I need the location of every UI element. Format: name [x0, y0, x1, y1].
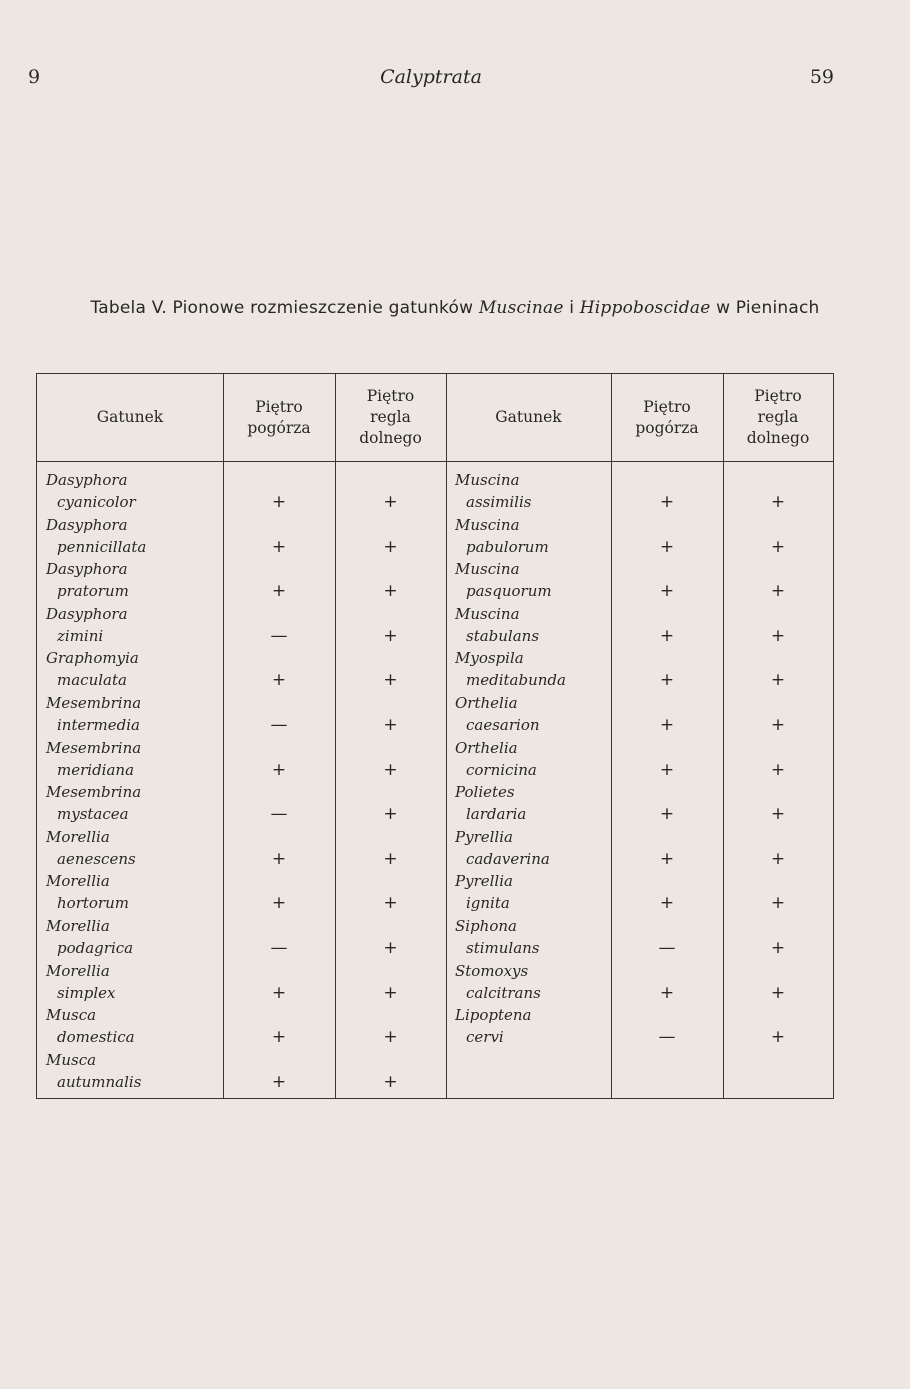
- table-row: [446, 514, 833, 559]
- table-row: [37, 870, 446, 915]
- presence-regiel: +: [383, 670, 398, 691]
- genus-name: Pyrellia: [455, 827, 513, 846]
- presence-pogorze: +: [659, 670, 675, 691]
- presence-regiel: +: [383, 492, 398, 512]
- header-rule: [37, 461, 833, 462]
- header-zone-regiel-right: Piętro regla dolnego: [746, 387, 810, 447]
- presence-regiel: +: [770, 1027, 786, 1048]
- genus-name: Mesembrina: [46, 783, 142, 802]
- presence-regiel: +: [383, 1071, 398, 1092]
- genus-name: Musca: [46, 1050, 97, 1069]
- presence-pogorze: —: [270, 715, 288, 735]
- presence-regiel: +: [383, 581, 398, 602]
- presence-regiel: +: [770, 536, 786, 557]
- presence-regiel: +: [770, 893, 786, 914]
- presence-regiel: +: [383, 848, 398, 869]
- presence-pogorze: +: [271, 536, 287, 557]
- genus-name: Dasyphora: [46, 471, 128, 489]
- species-epithet: calcitrans: [466, 983, 541, 1002]
- table-row: [446, 781, 833, 826]
- presence-regiel: +: [383, 893, 398, 914]
- presence-pogorze: +: [271, 670, 287, 691]
- genus-name: Dasyphora: [46, 604, 128, 623]
- species-epithet: lardaria: [466, 805, 527, 824]
- presence-pogorze: +: [659, 715, 675, 735]
- table-row: [37, 960, 446, 1005]
- table-caption: [0, 298, 910, 318]
- caption-prefix: Tabela V. Pionowe rozmieszczenie gatunków: [90, 298, 479, 318]
- presence-regiel: +: [383, 715, 398, 735]
- genus-name: Stomoxys: [455, 961, 529, 980]
- presence-pogorze: +: [271, 1027, 287, 1048]
- table-row: [37, 826, 446, 871]
- table-row: [37, 514, 446, 559]
- table-row: [37, 647, 446, 692]
- presence-pogorze: +: [271, 893, 287, 914]
- species-epithet: aenescens: [57, 849, 136, 868]
- genus-name: Muscina: [455, 604, 520, 623]
- species-epithet: meditabunda: [466, 671, 566, 690]
- table-row: [446, 647, 833, 692]
- species-epithet: cadaverina: [466, 849, 550, 868]
- table-row: [37, 737, 446, 782]
- header-zone-pogorze-left: Piętro pogórza: [247, 397, 311, 437]
- presence-regiel: +: [770, 492, 786, 512]
- presence-regiel: +: [770, 982, 786, 1003]
- presence-regiel: +: [770, 759, 786, 780]
- presence-pogorze: +: [271, 848, 287, 869]
- presence-regiel: +: [770, 715, 786, 735]
- table-row: [37, 603, 446, 648]
- caption-taxon-hippoboscidae: Hippoboscidae: [579, 298, 711, 318]
- species-epithet: pasquorum: [466, 582, 552, 601]
- table-row: [37, 1004, 446, 1049]
- table-row: [37, 558, 446, 603]
- species-epithet: ignita: [466, 894, 510, 913]
- presence-pogorze: +: [659, 848, 675, 869]
- species-epithet: podagrica: [57, 939, 134, 957]
- presence-pogorze: +: [659, 982, 675, 1003]
- species-epithet: pabulorum: [466, 537, 549, 556]
- species-epithet: pratorum: [57, 582, 129, 601]
- presence-regiel: +: [770, 625, 786, 646]
- table-row: [446, 469, 833, 514]
- table-row: [446, 870, 833, 915]
- presence-pogorze: +: [659, 581, 675, 602]
- presence-pogorze: +: [271, 581, 287, 602]
- species-epithet: caesarion: [466, 716, 540, 734]
- genus-name: Lipoptena: [455, 1006, 532, 1025]
- species-epithet: meridiana: [57, 760, 135, 779]
- table-row: [37, 469, 446, 514]
- presence-regiel: +: [383, 938, 398, 958]
- presence-pogorze: +: [659, 492, 675, 512]
- presence-pogorze: —: [270, 804, 288, 825]
- species-epithet: pennicillata: [57, 537, 147, 556]
- presence-regiel: +: [770, 804, 786, 825]
- presence-pogorze: +: [659, 893, 675, 914]
- genus-name: Musca: [46, 1006, 97, 1025]
- presence-pogorze: +: [659, 759, 675, 780]
- genus-name: Orthelia: [455, 738, 518, 757]
- header-zone-pogorze-right: Piętro pogórza: [635, 397, 699, 437]
- species-epithet: simplex: [57, 983, 116, 1002]
- page-number: 59: [809, 66, 834, 88]
- presence-pogorze: —: [270, 625, 288, 646]
- species-epithet: cornicina: [466, 760, 537, 779]
- genus-name: Muscina: [455, 560, 520, 579]
- genus-name: Siphona: [455, 917, 517, 935]
- presence-pogorze: —: [658, 938, 676, 958]
- species-epithet: cervi: [466, 1028, 504, 1047]
- presence-pogorze: +: [271, 982, 287, 1003]
- genus-name: Myospila: [455, 649, 524, 668]
- running-header: [28, 66, 834, 94]
- table-row: [446, 915, 833, 960]
- species-epithet: domestica: [57, 1028, 135, 1047]
- genus-name: Dasyphora: [46, 560, 128, 579]
- table-row: [446, 826, 833, 871]
- header-species-left: Gatunek: [96, 408, 164, 426]
- table-row: [37, 1049, 446, 1094]
- distribution-table: [36, 373, 834, 1099]
- header-species-right: Gatunek: [495, 408, 562, 426]
- genus-name: Muscina: [455, 471, 520, 489]
- species-epithet: autumnalis: [57, 1072, 142, 1091]
- genus-name: Morellia: [46, 961, 110, 980]
- table-row: [37, 781, 446, 826]
- presence-pogorze: +: [659, 536, 675, 557]
- chapter-number: 9: [28, 66, 41, 88]
- presence-pogorze: +: [271, 1071, 287, 1092]
- table-row: [446, 603, 833, 648]
- presence-regiel: +: [770, 670, 786, 691]
- genus-name: Morellia: [46, 872, 110, 891]
- caption-suffix: w Pieninach: [710, 298, 820, 318]
- table-row: [446, 1004, 833, 1049]
- genus-name: Polietes: [455, 783, 515, 802]
- species-epithet: assimilis: [466, 493, 532, 511]
- caption-mid: i: [563, 298, 580, 318]
- genus-name: Mesembrina: [46, 694, 142, 712]
- species-epithet: mystacea: [57, 805, 129, 824]
- table-row: [446, 692, 833, 737]
- table-row: [446, 737, 833, 782]
- species-epithet: zimini: [57, 626, 104, 645]
- species-epithet: stabulans: [466, 626, 540, 645]
- header-zone-regiel-left: Piętro regla dolnego: [359, 387, 422, 447]
- presence-regiel: +: [383, 982, 398, 1003]
- presence-pogorze: —: [658, 1027, 676, 1048]
- genus-name: Pyrellia: [455, 872, 513, 891]
- genus-name: Mesembrina: [46, 738, 142, 757]
- species-epithet: cyanicolor: [57, 493, 136, 511]
- genus-name: Dasyphora: [46, 515, 128, 534]
- species-epithet: stimulans: [466, 939, 540, 957]
- presence-regiel: +: [770, 581, 786, 602]
- species-epithet: intermedia: [57, 716, 140, 734]
- presence-regiel: +: [383, 1027, 398, 1048]
- species-epithet: hortorum: [57, 894, 129, 913]
- genus-name: Orthelia: [455, 694, 518, 712]
- presence-regiel: +: [383, 759, 398, 780]
- running-title: Calyptrata: [380, 66, 482, 88]
- presence-regiel: +: [383, 625, 398, 646]
- presence-regiel: +: [770, 938, 786, 958]
- genus-name: Muscina: [455, 515, 520, 534]
- presence-pogorze: +: [271, 492, 287, 512]
- presence-pogorze: —: [270, 938, 288, 958]
- presence-pogorze: +: [659, 804, 675, 825]
- presence-regiel: +: [383, 804, 398, 825]
- genus-name: Morellia: [46, 827, 110, 846]
- presence-pogorze: +: [659, 625, 675, 646]
- presence-regiel: +: [770, 848, 786, 869]
- genus-name: Graphomyia: [46, 649, 139, 668]
- table-row: [37, 915, 446, 960]
- table-row: [446, 558, 833, 603]
- presence-pogorze: +: [271, 759, 287, 780]
- table-row: [37, 692, 446, 737]
- genus-name: Morellia: [46, 917, 110, 935]
- caption-taxon-muscinae: Muscinae: [478, 298, 564, 318]
- species-epithet: maculata: [57, 671, 127, 690]
- presence-regiel: +: [383, 536, 398, 557]
- table-row: [446, 960, 833, 1005]
